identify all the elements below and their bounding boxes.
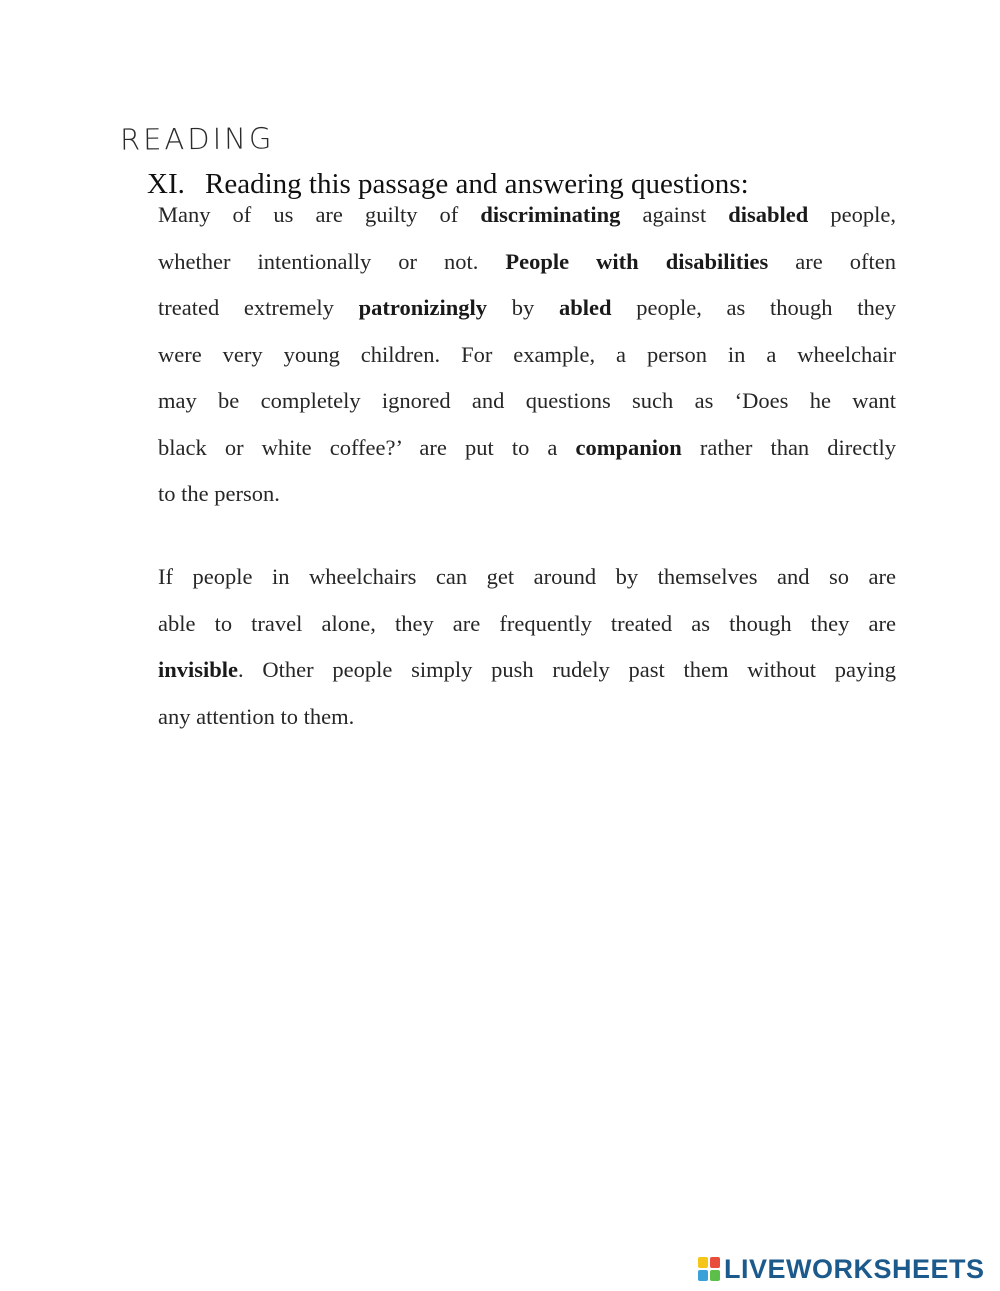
passage-line: to the person. [158, 481, 280, 506]
passage-line: were very young children. For example, a person in a wheelchair [158, 341, 896, 367]
passage-line: may be completely ignored and questions such as ‘Does he want [158, 388, 896, 413]
key-term: discriminating [480, 202, 621, 227]
key-term: abled [558, 295, 612, 320]
section-title: READING [119, 121, 275, 157]
key-term: patronizingly [358, 295, 487, 320]
liveworksheets-brand [698, 1253, 985, 1285]
question-text: Reading this passage and answering questions: [205, 168, 749, 200]
question-number: XI. [147, 168, 185, 200]
passage-line: Many of us are guilty of discriminating against disabled people, [158, 202, 896, 227]
passage-line: black or white coffee?’ are put to a companion rather than directly [158, 434, 896, 460]
key-term: disabled [728, 202, 809, 227]
passage-line: any attention to them. [158, 703, 355, 729]
key-term: companion [575, 434, 682, 460]
liveworksheets-logo-icon [698, 1257, 720, 1281]
passage-line: invisible. Other people simply push rudely past them without paying [158, 657, 896, 682]
key-term: invisible [158, 657, 239, 682]
passage-paragraph-2 [158, 554, 896, 740]
passage-line: treated extremely patronizingly by abled people, as though they [158, 295, 896, 320]
passage-line: If people in wheelchairs can get around by themselves and so are [158, 564, 896, 589]
passage-line: able to travel alone, they are frequently treated as though they are [158, 610, 896, 636]
passage-line: whether intentionally or not. People with disabilities are often [158, 248, 896, 274]
key-term: People with disabilities [505, 248, 769, 274]
brand-name: LIVEWORKSHEETS [724, 1253, 985, 1284]
passage-paragraph-1 [158, 192, 896, 518]
